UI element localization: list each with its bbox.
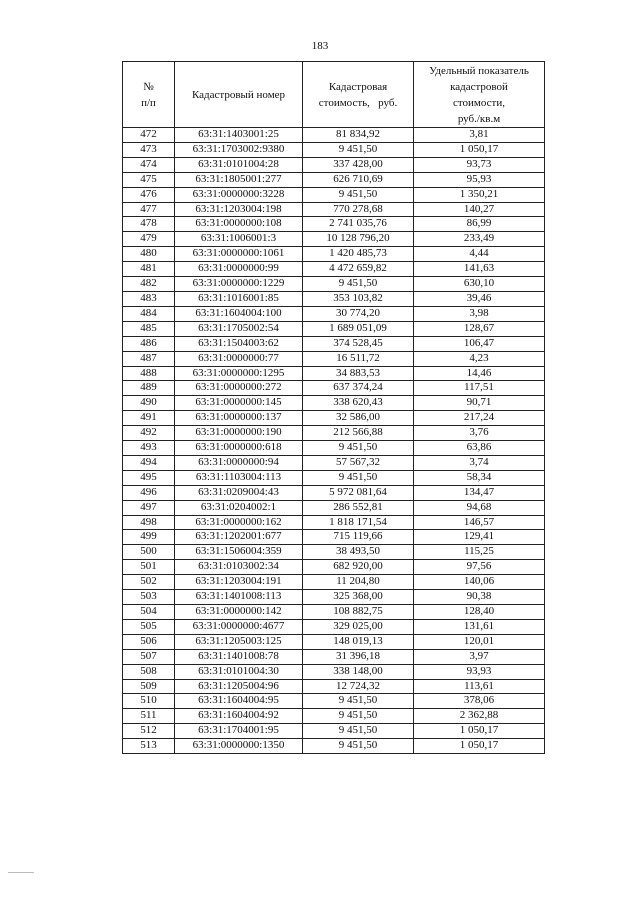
cadastral-value-cell: 325 368,00 — [303, 590, 414, 605]
table-row — [123, 515, 545, 530]
table-row — [123, 455, 545, 470]
specific-value-cell: 2 362,88 — [414, 709, 545, 724]
row-index-cell: 498 — [123, 515, 175, 530]
table-row — [123, 560, 545, 575]
header-value-line1: Кадастровая — [328, 80, 388, 93]
table-row — [123, 381, 545, 396]
table-row — [123, 485, 545, 500]
cadastral-number-cell: 63:31:0209004:43 — [175, 485, 303, 500]
row-index-cell: 472 — [123, 128, 175, 143]
row-index-cell: 492 — [123, 426, 175, 441]
row-index-cell: 510 — [123, 694, 175, 709]
row-index-cell: 493 — [123, 441, 175, 456]
cadastral-value-cell: 30 774,20 — [303, 306, 414, 321]
specific-value-cell: 106,47 — [414, 336, 545, 351]
cadastral-value-cell: 626 710,69 — [303, 172, 414, 187]
specific-value-cell: 630,10 — [414, 277, 545, 292]
header-row-number — [123, 62, 175, 128]
specific-value-cell: 128,40 — [414, 605, 545, 620]
cadastral-value-cell: 9 451,50 — [303, 470, 414, 485]
row-index-cell: 512 — [123, 724, 175, 739]
table-row — [123, 694, 545, 709]
page-number: 183 — [311, 40, 329, 52]
cadastral-value-cell: 2 741 035,76 — [303, 217, 414, 232]
table-row — [123, 172, 545, 187]
header-specific-line3: стоимости, — [453, 96, 505, 109]
row-index-cell: 480 — [123, 247, 175, 262]
row-index-cell: 500 — [123, 545, 175, 560]
cadastral-number-cell: 63:31:1401008:113 — [175, 590, 303, 605]
cadastral-value-cell: 12 724,32 — [303, 679, 414, 694]
table-row — [123, 232, 545, 247]
row-index-cell: 497 — [123, 500, 175, 515]
row-index-cell: 484 — [123, 306, 175, 321]
row-index-cell: 511 — [123, 709, 175, 724]
specific-value-cell: 63,86 — [414, 441, 545, 456]
table-row — [123, 187, 545, 202]
table-row — [123, 530, 545, 545]
cadastral-value-cell: 212 566,88 — [303, 426, 414, 441]
row-index-cell: 487 — [123, 351, 175, 366]
cadastral-number-cell: 63:31:1203004:191 — [175, 575, 303, 590]
cadastral-value-cell: 1 689 051,09 — [303, 321, 414, 336]
table-row — [123, 441, 545, 456]
table-row — [123, 217, 545, 232]
cadastral-value-cell: 9 451,50 — [303, 739, 414, 754]
cadastral-value-cell: 9 451,50 — [303, 142, 414, 157]
cadastral-value-cell: 9 451,50 — [303, 694, 414, 709]
table-row — [123, 500, 545, 515]
header-number-sign: № — [143, 80, 154, 93]
specific-value-cell: 146,57 — [414, 515, 545, 530]
cadastral-value-cell: 337 428,00 — [303, 157, 414, 172]
cadastral-number-cell: 63:31:1103004:113 — [175, 470, 303, 485]
cadastral-number-cell: 63:31:1006001:3 — [175, 232, 303, 247]
table-row — [123, 306, 545, 321]
table-row — [123, 202, 545, 217]
specific-value-cell: 86,99 — [414, 217, 545, 232]
scan-edge-mark — [8, 872, 34, 873]
header-specific-line4: руб./кв.м — [457, 112, 501, 125]
row-index-cell: 506 — [123, 634, 175, 649]
specific-value-cell: 4,23 — [414, 351, 545, 366]
row-index-cell: 490 — [123, 396, 175, 411]
specific-value-cell: 14,46 — [414, 366, 545, 381]
cadastral-number-cell: 63:31:1506004:359 — [175, 545, 303, 560]
header-cadastral-value — [303, 62, 414, 128]
specific-value-cell: 117,51 — [414, 381, 545, 396]
cadastral-value-cell: 637 374,24 — [303, 381, 414, 396]
row-index-cell: 488 — [123, 366, 175, 381]
table-row — [123, 321, 545, 336]
row-index-cell: 478 — [123, 217, 175, 232]
cadastral-number-cell: 63:31:0000000:4677 — [175, 619, 303, 634]
cadastral-number-cell: 63:31:1704001:95 — [175, 724, 303, 739]
cadastral-number-cell: 63:31:0101004:28 — [175, 157, 303, 172]
specific-value-cell: 140,27 — [414, 202, 545, 217]
row-index-cell: 483 — [123, 291, 175, 306]
header-number-abbr: п/п — [141, 96, 156, 109]
specific-value-cell: 93,93 — [414, 664, 545, 679]
table-row — [123, 426, 545, 441]
specific-value-cell: 134,47 — [414, 485, 545, 500]
cadastral-number-cell: 63:31:0000000:77 — [175, 351, 303, 366]
row-index-cell: 489 — [123, 381, 175, 396]
table-row — [123, 545, 545, 560]
row-index-cell: 513 — [123, 739, 175, 754]
specific-value-cell: 141,63 — [414, 262, 545, 277]
cadastral-number-cell: 63:31:0000000:99 — [175, 262, 303, 277]
cadastral-value-cell: 81 834,92 — [303, 128, 414, 143]
cadastral-value-cell: 329 025,00 — [303, 619, 414, 634]
table-row — [123, 351, 545, 366]
specific-value-cell: 3,97 — [414, 649, 545, 664]
cadastral-number-cell: 63:31:0000000:137 — [175, 411, 303, 426]
cadastral-number-cell: 63:31:1703002:9380 — [175, 142, 303, 157]
specific-value-cell: 378,06 — [414, 694, 545, 709]
header-specific-value — [414, 62, 545, 128]
table-row — [123, 291, 545, 306]
cadastral-number-cell: 63:31:0204002:1 — [175, 500, 303, 515]
cadastral-number-cell: 63:31:0103002:34 — [175, 560, 303, 575]
table-row — [123, 739, 545, 754]
specific-value-cell: 113,61 — [414, 679, 545, 694]
specific-value-cell: 128,67 — [414, 321, 545, 336]
specific-value-cell: 3,74 — [414, 455, 545, 470]
cadastral-value-cell: 770 278,68 — [303, 202, 414, 217]
row-index-cell: 495 — [123, 470, 175, 485]
specific-value-cell: 1 350,21 — [414, 187, 545, 202]
cadastral-number-cell: 63:31:1403001:25 — [175, 128, 303, 143]
row-index-cell: 499 — [123, 530, 175, 545]
cadastral-value-cell: 11 204,80 — [303, 575, 414, 590]
specific-value-cell: 129,41 — [414, 530, 545, 545]
cadastral-value-cell: 4 472 659,82 — [303, 262, 414, 277]
cadastral-value-cell: 9 451,50 — [303, 724, 414, 739]
cadastral-value-cell: 57 567,32 — [303, 455, 414, 470]
table-row — [123, 709, 545, 724]
table-row — [123, 634, 545, 649]
cadastral-value-cell: 9 451,50 — [303, 277, 414, 292]
cadastral-value-cell: 5 972 081,64 — [303, 485, 414, 500]
cadastral-value-cell: 1 818 171,54 — [303, 515, 414, 530]
specific-value-cell: 1 050,17 — [414, 739, 545, 754]
cadastral-number-cell: 63:31:0101004:30 — [175, 664, 303, 679]
specific-value-cell: 1 050,17 — [414, 724, 545, 739]
row-index-cell: 491 — [123, 411, 175, 426]
header-specific-line1: Удельный показатель — [429, 64, 529, 77]
specific-value-cell: 1 050,17 — [414, 142, 545, 157]
row-index-cell: 494 — [123, 455, 175, 470]
row-index-cell: 479 — [123, 232, 175, 247]
cadastral-number-cell: 63:31:1016001:85 — [175, 291, 303, 306]
header-specific-line2: кадастровой — [450, 80, 508, 93]
specific-value-cell: 90,38 — [414, 590, 545, 605]
table-body — [123, 128, 545, 754]
table-row — [123, 262, 545, 277]
header-row — [123, 62, 545, 128]
header-value-line2: стоимость, руб. — [318, 96, 398, 109]
row-index-cell: 486 — [123, 336, 175, 351]
cadastral-value-cell: 338 148,00 — [303, 664, 414, 679]
cadastral-number-cell: 63:31:1604004:100 — [175, 306, 303, 321]
row-index-cell: 477 — [123, 202, 175, 217]
cadastral-value-cell: 148 019,13 — [303, 634, 414, 649]
table-row — [123, 366, 545, 381]
specific-value-cell: 3,81 — [414, 128, 545, 143]
cadastral-number-cell: 63:31:0000000:3228 — [175, 187, 303, 202]
row-index-cell: 503 — [123, 590, 175, 605]
table-row — [123, 619, 545, 634]
row-index-cell: 485 — [123, 321, 175, 336]
cadastral-value-cell: 353 103,82 — [303, 291, 414, 306]
cadastral-value-cell: 38 493,50 — [303, 545, 414, 560]
specific-value-cell: 120,01 — [414, 634, 545, 649]
cadastral-number-cell: 63:31:1205003:125 — [175, 634, 303, 649]
cadastral-value-cell: 32 586,00 — [303, 411, 414, 426]
specific-value-cell: 90,71 — [414, 396, 545, 411]
table-row — [123, 277, 545, 292]
row-index-cell: 505 — [123, 619, 175, 634]
cadastral-number-cell: 63:31:0000000:1350 — [175, 739, 303, 754]
cadastral-number-cell: 63:31:0000000:94 — [175, 455, 303, 470]
table-row — [123, 679, 545, 694]
table-row — [123, 649, 545, 664]
row-index-cell: 507 — [123, 649, 175, 664]
specific-value-cell: 3,98 — [414, 306, 545, 321]
cadastral-number-cell: 63:31:0000000:1061 — [175, 247, 303, 262]
table-row — [123, 575, 545, 590]
cadastral-value-cell: 9 451,50 — [303, 187, 414, 202]
table-row — [123, 142, 545, 157]
cadastral-number-cell: 63:31:1604004:92 — [175, 709, 303, 724]
cadastral-value-cell: 34 883,53 — [303, 366, 414, 381]
specific-value-cell: 3,76 — [414, 426, 545, 441]
cadastral-number-cell: 63:31:1202001:677 — [175, 530, 303, 545]
cadastral-number-cell: 63:31:0000000:1229 — [175, 277, 303, 292]
cadastral-number-cell: 63:31:0000000:145 — [175, 396, 303, 411]
cadastral-number-cell: 63:31:1203004:198 — [175, 202, 303, 217]
table-row — [123, 128, 545, 143]
cadastral-number-cell: 63:31:0000000:108 — [175, 217, 303, 232]
cadastral-value-cell: 108 882,75 — [303, 605, 414, 620]
cadastral-number-cell: 63:31:1205004:96 — [175, 679, 303, 694]
table-row — [123, 396, 545, 411]
table-row — [123, 605, 545, 620]
table-row — [123, 247, 545, 262]
row-index-cell: 481 — [123, 262, 175, 277]
row-index-cell: 482 — [123, 277, 175, 292]
row-index-cell: 502 — [123, 575, 175, 590]
specific-value-cell: 93,73 — [414, 157, 545, 172]
cadastral-value-cell: 286 552,81 — [303, 500, 414, 515]
cadastral-number-cell: 63:31:0000000:1295 — [175, 366, 303, 381]
specific-value-cell: 39,46 — [414, 291, 545, 306]
cadastral-value-cell: 10 128 796,20 — [303, 232, 414, 247]
cadastral-number-cell: 63:31:1504003:62 — [175, 336, 303, 351]
table-row — [123, 157, 545, 172]
specific-value-cell: 95,93 — [414, 172, 545, 187]
row-index-cell: 475 — [123, 172, 175, 187]
table-row — [123, 590, 545, 605]
specific-value-cell: 115,25 — [414, 545, 545, 560]
table-row — [123, 724, 545, 739]
cadastral-value-cell: 9 451,50 — [303, 441, 414, 456]
row-index-cell: 473 — [123, 142, 175, 157]
specific-value-cell: 4,44 — [414, 247, 545, 262]
table-row — [123, 664, 545, 679]
table-row — [123, 336, 545, 351]
cadastral-number-cell: 63:31:0000000:142 — [175, 605, 303, 620]
cadastral-value-cell: 1 420 485,73 — [303, 247, 414, 262]
cadastral-value-cell: 31 396,18 — [303, 649, 414, 664]
cadastral-value-cell: 682 920,00 — [303, 560, 414, 575]
row-index-cell: 509 — [123, 679, 175, 694]
row-index-cell: 504 — [123, 605, 175, 620]
cadastral-value-cell: 16 511,72 — [303, 351, 414, 366]
specific-value-cell: 217,24 — [414, 411, 545, 426]
row-index-cell: 501 — [123, 560, 175, 575]
cadastral-number-cell: 63:31:1805001:277 — [175, 172, 303, 187]
table-row — [123, 470, 545, 485]
row-index-cell: 496 — [123, 485, 175, 500]
cadastral-value-cell: 338 620,43 — [303, 396, 414, 411]
specific-value-cell: 97,56 — [414, 560, 545, 575]
table-row — [123, 411, 545, 426]
row-index-cell: 474 — [123, 157, 175, 172]
row-index-cell: 508 — [123, 664, 175, 679]
cadastral-number-cell: 63:31:0000000:162 — [175, 515, 303, 530]
cadastral-number-cell: 63:31:1604004:95 — [175, 694, 303, 709]
row-index-cell: 476 — [123, 187, 175, 202]
specific-value-cell: 94,68 — [414, 500, 545, 515]
specific-value-cell: 140,06 — [414, 575, 545, 590]
cadastral-table — [122, 61, 545, 754]
cadastral-number-cell: 63:31:0000000:618 — [175, 441, 303, 456]
cadastral-value-cell: 9 451,50 — [303, 709, 414, 724]
header-cadastral-number: Кадастровый номер — [175, 62, 303, 128]
specific-value-cell: 58,34 — [414, 470, 545, 485]
cadastral-value-cell: 374 528,45 — [303, 336, 414, 351]
specific-value-cell: 233,49 — [414, 232, 545, 247]
cadastral-number-cell: 63:31:0000000:272 — [175, 381, 303, 396]
cadastral-value-cell: 715 119,66 — [303, 530, 414, 545]
specific-value-cell: 131,61 — [414, 619, 545, 634]
cadastral-number-cell: 63:31:0000000:190 — [175, 426, 303, 441]
cadastral-number-cell: 63:31:1401008:78 — [175, 649, 303, 664]
cadastral-number-cell: 63:31:1705002:54 — [175, 321, 303, 336]
